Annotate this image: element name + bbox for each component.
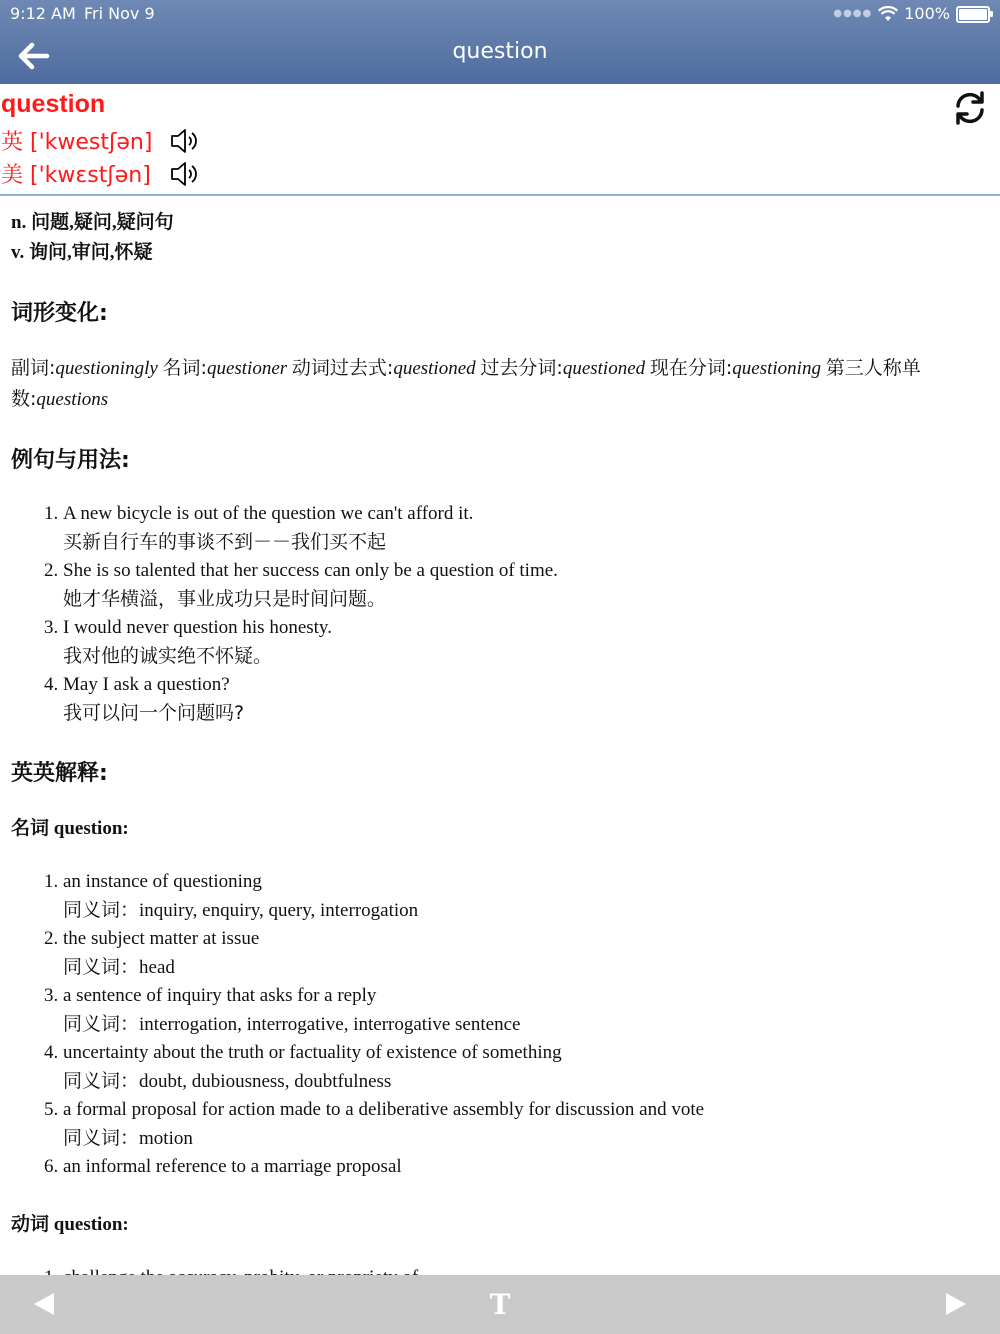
prev-triangle-icon bbox=[30, 1289, 60, 1319]
list-item bbox=[63, 925, 986, 982]
battery-icon bbox=[956, 6, 990, 23]
synonyms: head bbox=[139, 957, 175, 978]
next-button[interactable] bbox=[940, 1289, 970, 1319]
uk-phonetic: 英 ['kwestʃən] bbox=[1, 130, 153, 155]
sense-gloss: the subject matter at issue bbox=[63, 928, 260, 949]
pos-en: question: bbox=[49, 1214, 129, 1235]
example-zh: 我对他的诚实绝不怀疑。 bbox=[63, 645, 273, 667]
form-label: 现在分词: bbox=[649, 357, 733, 379]
status-time: 9:12 AM bbox=[10, 4, 76, 23]
speaker-icon bbox=[170, 127, 200, 155]
word-forms bbox=[11, 353, 986, 415]
uk-speaker-button[interactable] bbox=[170, 127, 200, 155]
synonym-label: 同义词： bbox=[63, 899, 140, 921]
next-triangle-icon bbox=[940, 1289, 970, 1319]
synonym-label: 同义词： bbox=[63, 1013, 140, 1035]
list-item bbox=[63, 557, 986, 614]
definition-noun: n. 问题,疑问,疑问句 bbox=[11, 212, 174, 233]
nav-bar bbox=[0, 28, 1000, 84]
english-heading: 英英解释: bbox=[11, 761, 108, 786]
example-en: May I ask a question? bbox=[63, 674, 230, 695]
status-date: Fri Nov 9 bbox=[84, 4, 155, 23]
noun-senses-list bbox=[11, 868, 986, 1181]
example-zh: 买新自行车的事谈不到－－我们买不起 bbox=[63, 531, 387, 553]
synonyms: inquiry, enquiry, query, interrogation bbox=[139, 900, 419, 921]
form-label: 过去分词: bbox=[480, 357, 563, 379]
form-label: 第三人称单数: bbox=[11, 357, 921, 410]
speaker-icon bbox=[170, 160, 200, 188]
sense-gloss: an instance of questioning bbox=[63, 871, 262, 892]
pos-en: question: bbox=[49, 818, 129, 839]
form-label: 副词: bbox=[11, 357, 56, 379]
headword: question bbox=[1, 90, 106, 118]
sense-gloss: an informal reference to a marriage proposal bbox=[63, 1156, 402, 1177]
top-bar bbox=[0, 0, 1000, 84]
pos-zh: 动词 bbox=[11, 1213, 50, 1235]
example-zh: 我可以问一个问题吗? bbox=[63, 702, 245, 724]
list-item bbox=[63, 868, 986, 925]
prev-button[interactable] bbox=[30, 1289, 60, 1319]
verb-heading bbox=[11, 1209, 986, 1236]
list-item bbox=[63, 614, 986, 671]
list-item bbox=[63, 671, 986, 728]
sense-gloss: uncertainty about the truth or factuality of existence of something bbox=[63, 1042, 562, 1063]
list-item bbox=[63, 1096, 986, 1153]
refresh-button[interactable] bbox=[952, 90, 988, 126]
list-item bbox=[63, 1039, 986, 1096]
wifi-icon bbox=[878, 6, 898, 22]
status-bar bbox=[0, 0, 1000, 28]
examples-heading: 例句与用法: bbox=[11, 448, 130, 473]
synonym-label: 同义词： bbox=[63, 956, 140, 978]
definition-verb: v. 询问,审问,怀疑 bbox=[11, 242, 153, 263]
synonym-label: 同义词： bbox=[63, 1127, 140, 1149]
example-en: She is so talented that her success can only be a question of time. bbox=[63, 560, 558, 581]
pos-zh: 名词 bbox=[11, 817, 50, 839]
noun-heading bbox=[11, 813, 986, 840]
form-value: questioningly bbox=[55, 358, 158, 379]
word-header bbox=[0, 84, 1000, 196]
forms-heading: 词形变化: bbox=[11, 301, 108, 326]
synonyms: motion bbox=[139, 1128, 193, 1149]
font-size-button[interactable]: T bbox=[489, 1288, 511, 1321]
sense-gloss: a sentence of inquiry that asks for a reply bbox=[63, 985, 377, 1006]
synonyms: interrogation, interrogative, interrogative sentence bbox=[139, 1014, 521, 1035]
sense-gloss: a formal proposal for action made to a deliberative assembly for discussion and vote bbox=[63, 1099, 705, 1120]
refresh-icon bbox=[952, 90, 988, 126]
form-label: 动词过去式: bbox=[291, 357, 394, 379]
form-value: questioned bbox=[562, 358, 646, 379]
list-item bbox=[63, 1153, 986, 1181]
nav-title: question bbox=[452, 39, 548, 64]
us-speaker-button[interactable] bbox=[170, 160, 200, 188]
us-phonetic: 美 ['kwɛstʃən] bbox=[1, 163, 151, 188]
definition-content bbox=[11, 208, 986, 1292]
example-en: A new bicycle is out of the question we can't afford it. bbox=[63, 503, 474, 524]
synonym-label: 同义词： bbox=[63, 1070, 140, 1092]
list-item bbox=[63, 500, 986, 557]
form-value: questions bbox=[36, 389, 109, 410]
battery-percent: 100% bbox=[904, 4, 950, 23]
signal-dots-icon: ●●●● bbox=[833, 8, 873, 19]
examples-list bbox=[11, 500, 986, 728]
form-value: questioner bbox=[206, 358, 288, 379]
status-right bbox=[833, 0, 990, 28]
synonyms: doubt, dubiousness, doubtfulness bbox=[139, 1071, 392, 1092]
list-item bbox=[63, 982, 986, 1039]
example-en: I would never question his honesty. bbox=[63, 617, 332, 638]
bottom-toolbar bbox=[0, 1275, 1000, 1334]
form-value: questioning bbox=[732, 358, 821, 379]
form-label: 名词: bbox=[162, 357, 207, 379]
example-zh: 她才华横溢，事业成功只是时间问题。 bbox=[63, 588, 387, 610]
form-value: questioned bbox=[393, 358, 476, 379]
